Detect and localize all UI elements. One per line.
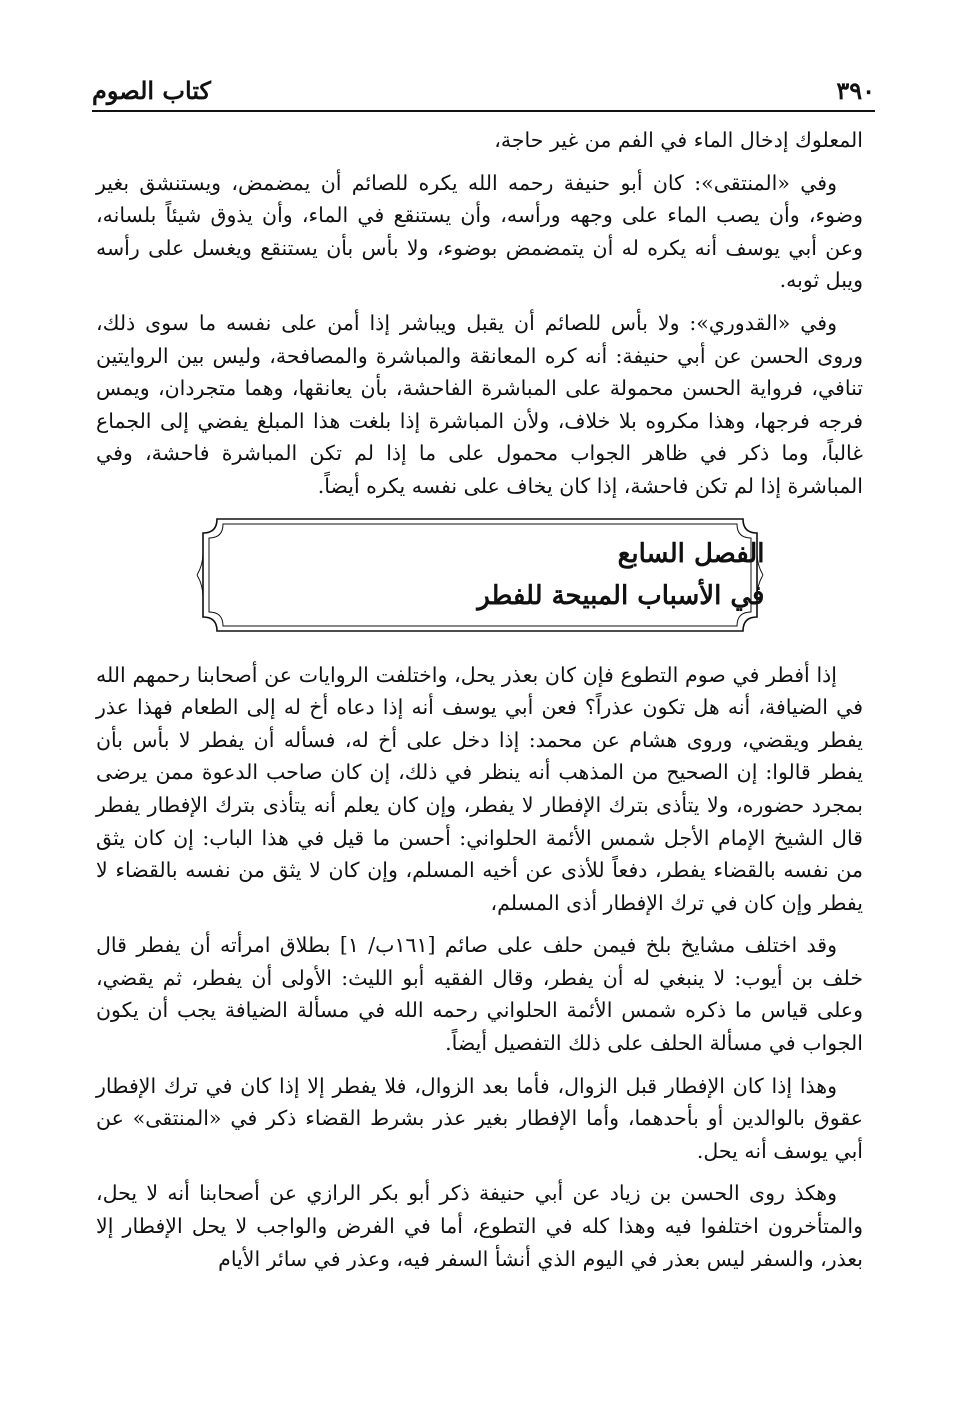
chapter-title: الفصل السابع bbox=[617, 538, 765, 569]
paragraph: إذا أفطر في صوم التطوع فإن كان بعذر يحل، واختلفت الروايات عن أصحابنا رحمهم الله في الضيافة، أنه هل تكون عذراً؟ فعن أبي يوسف أنه إذا دعاه أخ له إلى الطعام فهذا عذر يفطر ويقضي، وروى هشام عن محمد: إذا دخل على أخ له، فسأله أن يفطر لا بأس بأن يفطر قالوا: إن الصحيح من المذهب أنه ينظر في ذلك، إن كان صاحب الدعوة ممن يرضى بمجرد حضوره، ولا يتأذى بترك الإفطار لا يفطر، وإن كان يعلم أنه يتأذى بترك الإفطار يفطر قال الشيخ الإمام الأجل شمس الأئمة الحلواني: أحسن ما قيل في هذا الباب: إن كان يثق من نفسه بالقضاء يفطر، دفعاً للأذى عن أخيه المسلم، وإن كان لا يثق من نفسه بالقضاء لا يفطر وإن كان في ترك الإفطار أذى المسلم، bbox=[96, 662, 863, 915]
page-body bbox=[96, 124, 863, 1285]
chapter-titles bbox=[195, 533, 765, 617]
chapter-heading-box bbox=[195, 513, 765, 637]
paragraph: وفي «المنتقى»: كان أبو حنيفة رحمه الله يكره للصائم أن يمضمض، ويستنشق بغير وضوء، وأن يصب الماء على وجهه ورأسه، وأن يستنقع في الماء، وأن يذوق شيئاً بلسانه، وعن أبي يوسف أنه يكره له أن يتمضمض بوضوء، ولا بأس بأن يستنقع ويغسل على رأسه ويبل ثوبه. bbox=[96, 170, 863, 293]
book-title: كتاب الصوم bbox=[92, 75, 211, 105]
paragraph: وفي «القدوري»: ولا بأس للصائم أن يقبل ويباشر إذا أمن على نفسه ما سوى ذلك، وروى الحسن عن أبي حنيفة: أنه كره المعانقة والمباشرة والمصافحة، وليس بين الروايتين تنافي، فرواية الحسن محمولة على المباشرة الفاحشة، بأن يعانقها، وهما متجردان، ويمس فرجه فرجها، وهذا مكروه بلا خلاف، ولأن المباشرة إذا بلغت هذا المبلغ يفضي إلى الجماع غالباً، وما ذكر في ظاهر الجواب محمول على ما إذا لم تكن المباشرة فاحشة، وفي المباشرة إذا لم تكن فاحشة، إذا كان يخاف على نفسه يكره أيضاً. bbox=[96, 310, 863, 498]
page-number: ٣٩٠ bbox=[836, 75, 875, 105]
paragraph: المعلوك إدخال الماء في الفم من غير حاجة، bbox=[494, 128, 863, 152]
page-header bbox=[92, 70, 875, 112]
chapter-subtitle: في الأسباب المبيحة للفطر bbox=[477, 580, 765, 611]
paragraph: وقد اختلف مشايخ بلخ فيمن حلف على صائم [١٦١ب/ ١] بطلاق امرأته أن يفطر قال خلف بن أيوب: لا ينبغي له أن يفطر، وقال الفقيه أبو الليث: الأولى أن يفطر، ثم يقضي، وعلى قياس ما ذكره شمس الأئمة الحلواني رحمه الله في مسألة الضيافة يجب أن يكون الجواب في مسألة الحلف على ذلك التفصيل أيضاً. bbox=[96, 933, 863, 1056]
paragraph: وهكذ روى الحسن بن زياد عن أبي حنيفة ذكر أبو بكر الرازي عن أصحابنا أنه لا يحل، والمتأخرون اختلفوا فيه وهذا كله في التطوع، أما في الفرض والواجب لا يحل الإفطار إلا بعذر، والسفر ليس بعذر في اليوم الذي أنشأ السفر فيه، وعذر في سائر الأيام bbox=[96, 1181, 863, 1271]
paragraph: وهذا إذا كان الإفطار قبل الزوال، فأما بعد الزوال، فلا يفطر إلا إذا كان في ترك الإفطار عقوق بالوالدين أو بأحدهما، وأما الإفطار بغير عذر بشرط القضاء ذكر في «المنتقى» عن أبي يوسف أنه يحل. bbox=[96, 1073, 863, 1163]
